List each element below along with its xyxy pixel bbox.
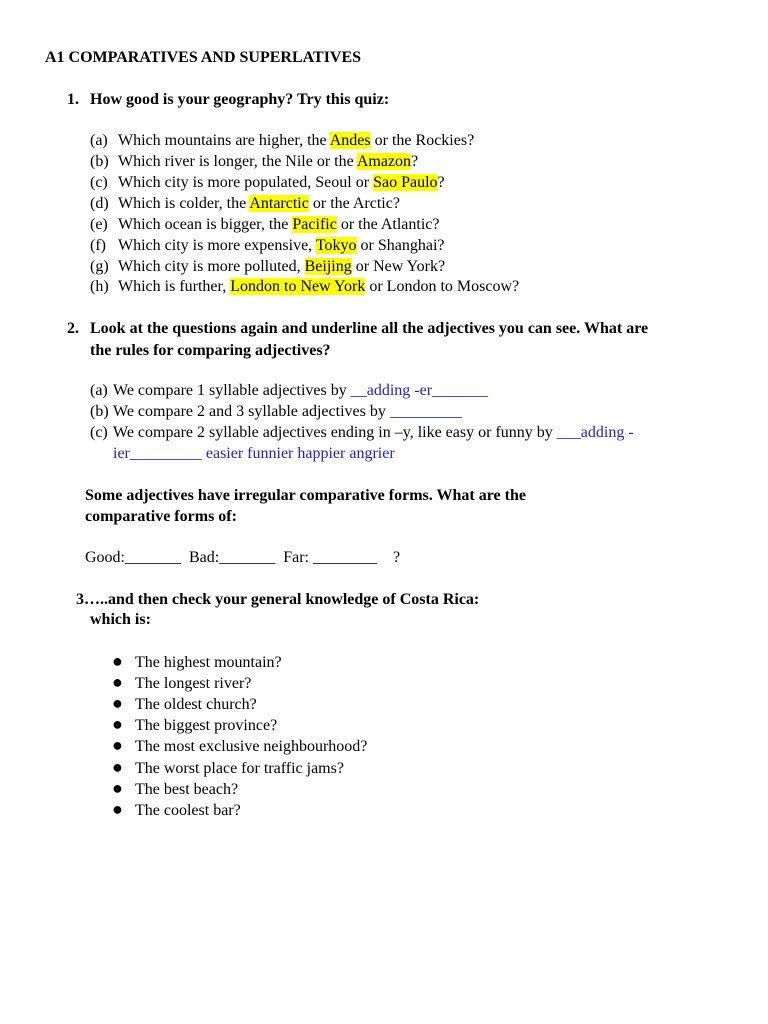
quiz-item-d [90, 194, 400, 213]
rule-c-answer-continued: ier_________ easier funnier happier angrier [113, 445, 395, 462]
list-item [112, 652, 282, 672]
list-item [112, 736, 367, 756]
item-text: Which ocean is bigger, the [118, 216, 293, 233]
bullet-icon: ● [112, 693, 123, 713]
item-text-end: ? [437, 174, 445, 191]
list-item [112, 779, 238, 799]
q2-number: 2. [67, 320, 79, 337]
highlighted-answer: Beijing [304, 258, 352, 275]
highlighted-answer: Tokyo [315, 237, 357, 254]
list-item-text: The coolest bar? [135, 802, 241, 819]
item-label: (c) [90, 174, 108, 191]
item-text-end: or the Rockies? [370, 132, 475, 149]
item-text: Which city is more populated, Seoul or [118, 174, 374, 191]
item-text-end: or Shanghai? [356, 237, 445, 254]
list-item-text: The biggest province? [135, 717, 278, 734]
item-text: Which river is longer, the Nile or the [118, 153, 357, 170]
highlighted-answer: London to New York [230, 278, 366, 295]
bullet-icon: ● [112, 757, 123, 777]
handwritten-answer: __adding -er_______ [350, 382, 489, 399]
highlighted-answer: Pacific [292, 216, 337, 233]
irregular-heading-line1: Some adjectives have irregular comparative forms. What are the [85, 487, 526, 504]
page-title: A1 COMPARATIVES AND SUPERLATIVES [45, 49, 362, 66]
quiz-item-b [90, 152, 418, 171]
list-item-text: The most exclusive neighbourhood? [135, 738, 368, 755]
list-item-text: The longest river? [135, 675, 252, 692]
irregular-forms-blanks: Good:_______ Bad:_______ Far: ________ ? [85, 549, 401, 566]
quiz-item-a [90, 131, 474, 150]
item-label: (g) [90, 258, 109, 275]
q2-heading-line1: Look at the questions again and underline all the adjectives you can see. What are [90, 320, 649, 337]
list-item [112, 715, 277, 735]
list-item-text: The worst place for traffic jams? [135, 760, 344, 777]
item-text-end: ? [411, 153, 419, 170]
quiz-item-c [90, 173, 445, 192]
irregular-heading-line2: comparative forms of: [85, 508, 237, 525]
q3-heading-line2: which is: [90, 611, 151, 628]
q3-heading-line1: 3…..and then check your general knowledge of Costa Rica: [76, 591, 480, 608]
highlighted-answer: Amazon [356, 153, 412, 170]
list-item-text: The highest mountain? [135, 654, 282, 671]
quiz-item-h [90, 277, 519, 296]
bullet-icon: ● [112, 735, 123, 755]
list-item [112, 758, 344, 778]
item-text: Which mountains are higher, the [118, 132, 330, 149]
rule-text: We compare 1 syllable adjectives by [113, 382, 351, 399]
item-label: (h) [90, 278, 109, 295]
rule-label: (b) [90, 403, 109, 420]
list-item [112, 694, 257, 714]
item-label: (d) [90, 195, 109, 212]
bullet-icon: ● [112, 778, 123, 798]
item-label: (e) [90, 216, 108, 233]
item-label: (a) [90, 132, 108, 149]
rule-label: (a) [90, 382, 108, 399]
list-item-text: The oldest church? [135, 696, 257, 713]
item-label: (f) [90, 237, 106, 254]
bullet-icon: ● [112, 714, 123, 734]
item-text-end: or the Arctic? [308, 195, 400, 212]
rule-text: We compare 2 syllable adjectives ending in –y, like easy or funny by [113, 424, 557, 441]
item-text-end: or the Atlantic? [336, 216, 440, 233]
item-text: Which city is more polluted, [118, 258, 305, 275]
q2-heading-line2: the rules for comparing adjectives? [90, 342, 331, 359]
quiz-item-e [90, 215, 439, 234]
list-item-text: The best beach? [135, 781, 239, 798]
rule-b [90, 402, 462, 421]
quiz-item-f [90, 236, 445, 255]
item-text-end: or London to Moscow? [365, 278, 520, 295]
item-text: Which is colder, the [118, 195, 250, 212]
item-text-end: or New York? [351, 258, 446, 275]
highlighted-answer: Antarctic [249, 195, 309, 212]
bullet-icon: ● [112, 799, 123, 819]
bullet-icon: ● [112, 672, 123, 692]
q1-number: 1. [67, 91, 79, 108]
rule-label: (c) [90, 424, 108, 441]
highlighted-answer: Andes [329, 132, 371, 149]
handwritten-answer: ___adding - [556, 424, 634, 441]
rule-c [90, 423, 634, 442]
highlighted-answer: Sao Paulo [373, 174, 438, 191]
answer-blank: _________ [389, 403, 462, 420]
rule-a [90, 381, 488, 400]
list-item [112, 800, 241, 820]
list-item [112, 673, 251, 693]
item-label: (b) [90, 153, 109, 170]
quiz-item-g [90, 257, 445, 276]
q1-heading: How good is your geography? Try this quiz: [90, 91, 390, 108]
bullet-icon: ● [112, 651, 123, 671]
item-text: Which city is more expensive, [118, 237, 316, 254]
rule-text: We compare 2 and 3 syllable adjectives by [113, 403, 390, 420]
item-text: Which is further, [118, 278, 231, 295]
